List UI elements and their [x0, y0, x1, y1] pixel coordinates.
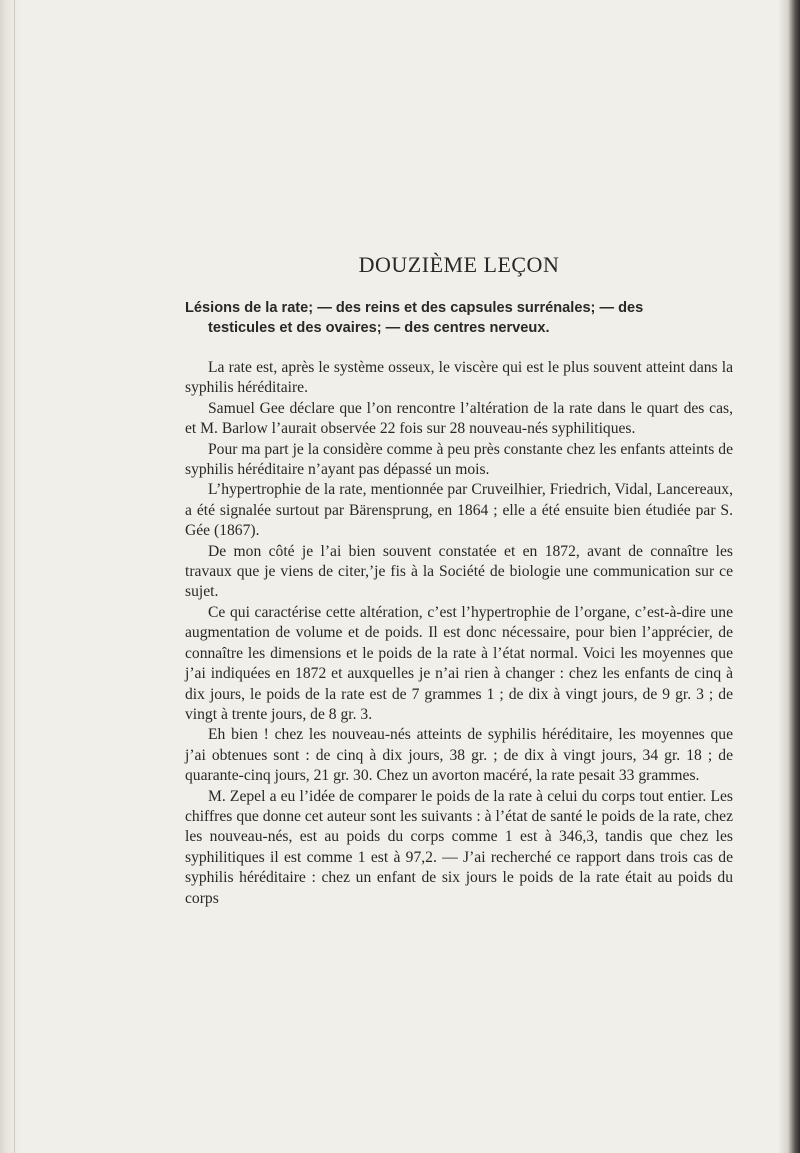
- paragraph: Eh bien ! chez les nouveau-nés atteints de syphilis héréditaire, les moyennes que j’ai obtenues sont : de cinq à dix jours, 38 gr. ; de dix à vingt jours, 34 gr. 18 ; de quarante-cinq jours, 21 gr. 30. Chez un avorton macéré, la rate pesait 33 grammes.: [185, 726, 733, 785]
- chapter-summary: [185, 298, 733, 338]
- paragraph: De mon côté je l’ai bien souvent constatée et en 1872, avant de connaître les travaux que je viens de citer,’je fis à la Société de biologie une communication sur ce sujet.: [185, 542, 733, 601]
- page-left-edge: [0, 0, 22, 1153]
- paragraph: Pour ma part je la considère comme à peu près constante chez les enfants atteints de syphilis héréditaire n’ayant pas dépassé un mois.: [185, 440, 733, 479]
- paragraph: Ce qui caractérise cette altération, c’est l’hypertrophie de l’organe, c’est-à-dire une augmentation de volume et de poids. Il est donc nécessaire, pour bien l’apprécier, de connaître les dimensions et le poids de la rate à l’état normal. Voici les moyennes que j’ai indiquées en 1872 et auxquelles je n’ai rien à changer : chez les enfants de cinq à dix jours, le poids de la rate est de 7 grammes 1 ; de dix à vingt jours, de 9 gr. 3 ; de vingt à trente jours, de 8 gr. 3.: [185, 603, 733, 723]
- paragraph: M. Zepel a eu l’idée de comparer le poids de la rate à celui du corps tout entier. Les chiffres que donne cet auteur sont les suivants : à l’état de santé le poids de la rate, chez les nouveau-nés, est au poids du corps comme 1 est à 346,3, tandis que chez les syphilitiques il est comme 1 est à 97,2. — J’ai recherché ce rapport dans trois cas de syphilis héréditaire : chez un enfant de six jours le poids de la rate était au poids du corps: [185, 787, 733, 907]
- paragraph: La rate est, après le système osseux, le viscère qui est le plus souvent atteint dans la syphilis héréditaire.: [185, 359, 733, 397]
- paragraph: Samuel Gee déclare que l’on rencontre l’altération de la rate dans le quart des cas, et M. Barlow l’aurait observée 22 fois sur 28 nouveau-nés syphilitiques.: [185, 399, 733, 438]
- body-text: [185, 358, 733, 909]
- chapter-title: DOUZIÈME LEÇON: [358, 252, 560, 277]
- paragraph: L’hypertrophie de la rate, mentionnée par Cruveilhier, Friedrich, Vidal, Lancereaux, a été signalée surtout par Bärensprung, en 1864 ; elle a été ensuite bien étudiée par S. Gée (1867).: [185, 481, 733, 540]
- chapter-summary-line-2: testicules et des ovaires; — des centres nerveux.: [208, 320, 550, 336]
- page-content: [185, 252, 733, 909]
- chapter-summary-line-1: Lésions de la rate; — des reins et des capsules surrénales; — des: [185, 300, 644, 316]
- page-right-edge: [778, 0, 800, 1153]
